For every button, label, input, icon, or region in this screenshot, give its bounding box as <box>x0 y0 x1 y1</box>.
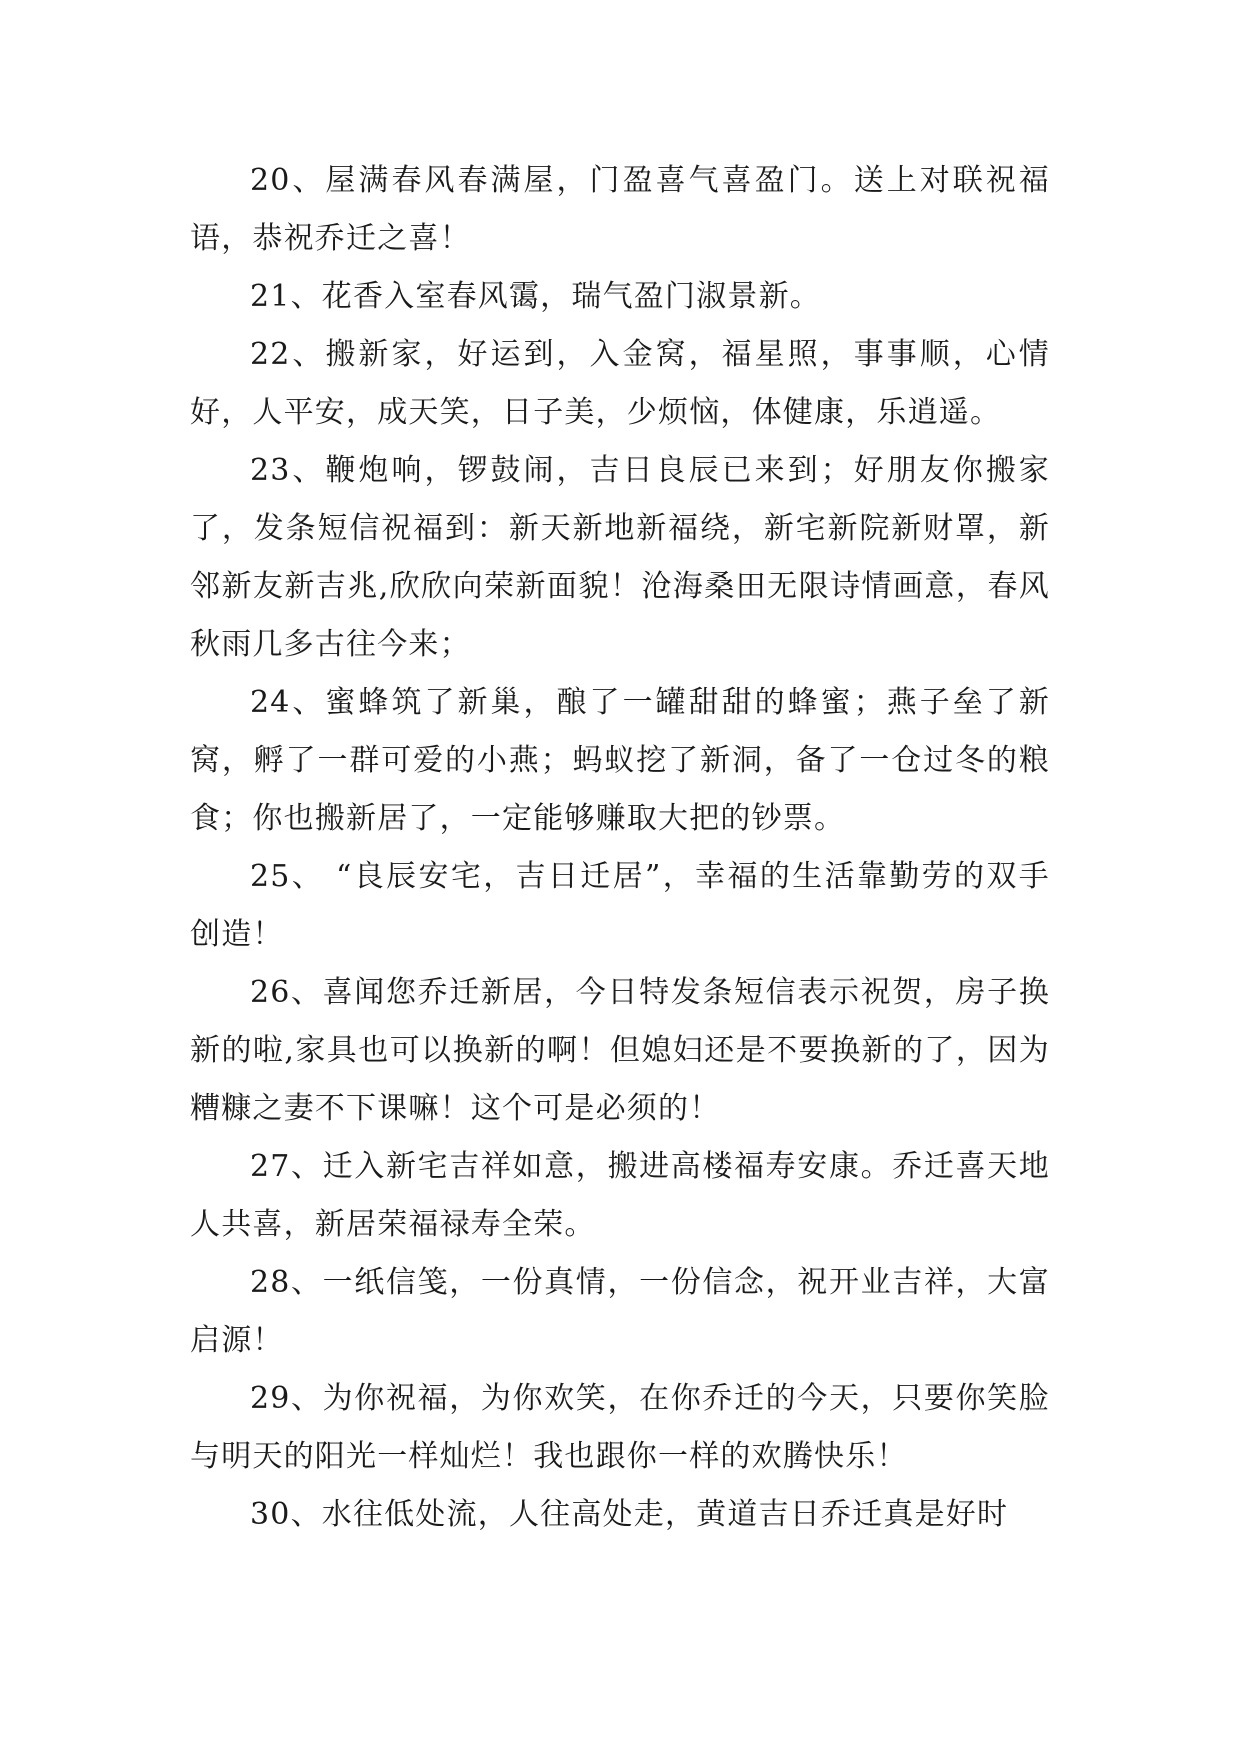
paragraph-24: 24、蜜蜂筑了新巢，酿了一罐甜甜的蜂蜜；燕子垒了新窝，孵了一群可爱的小燕；蚂蚁挖了新洞，备了一仓过冬的粮食；你也搬新居了，一定能够赚取大把的钞票。 <box>190 685 1050 836</box>
paragraph-22: 22、搬新家，好运到，入金窝，福星照，事事顺，心情好，人平安，成天笑，日子美，少烦恼，体健康，乐逍遥。 <box>190 337 1050 430</box>
paragraph-30: 30、水往低处流，人往高处走，黄道吉日乔迁真是好时 <box>250 1497 1009 1532</box>
paragraph-28: 28、一纸信笺，一份真情，一份信念，祝开业吉祥，大富启源！ <box>190 1265 1050 1358</box>
paragraph-25: 25、 “良辰安宅，吉日迁居”，幸福的生活靠勤劳的双手创造！ <box>190 859 1050 952</box>
document-body <box>190 152 1050 1544</box>
paragraph-26: 26、喜闻您乔迁新居，今日特发条短信表示祝贺，房子换新的啦,家具也可以换新的啊！但媳妇还是不要换新的了，因为糟糠之妻不下课嘛！这个可是必须的！ <box>190 975 1050 1126</box>
paragraph-27: 27、迁入新宅吉祥如意，搬进高楼福寿安康。乔迁喜天地人共喜，新居荣福禄寿全荣。 <box>190 1149 1050 1242</box>
paragraph-29: 29、为你祝福，为你欢笑，在你乔迁的今天，只要你笑脸与明天的阳光一样灿烂！我也跟你一样的欢腾快乐！ <box>190 1381 1050 1474</box>
paragraph-23: 23、鞭炮响，锣鼓闹，吉日良辰已来到；好朋友你搬家了，发条短信祝福到：新天新地新福绕，新宅新院新财罩，新邻新友新吉兆,欣欣向荣新面貌！沧海桑田无限诗情画意，春风秋雨几多古往今来； <box>190 453 1050 662</box>
paragraph-20: 20、屋满春风春满屋，门盈喜气喜盈门。送上对联祝福语，恭祝乔迁之喜！ <box>190 163 1050 256</box>
paragraph-21: 21、花香入室春风霭，瑞气盈门淑景新。 <box>250 279 821 314</box>
